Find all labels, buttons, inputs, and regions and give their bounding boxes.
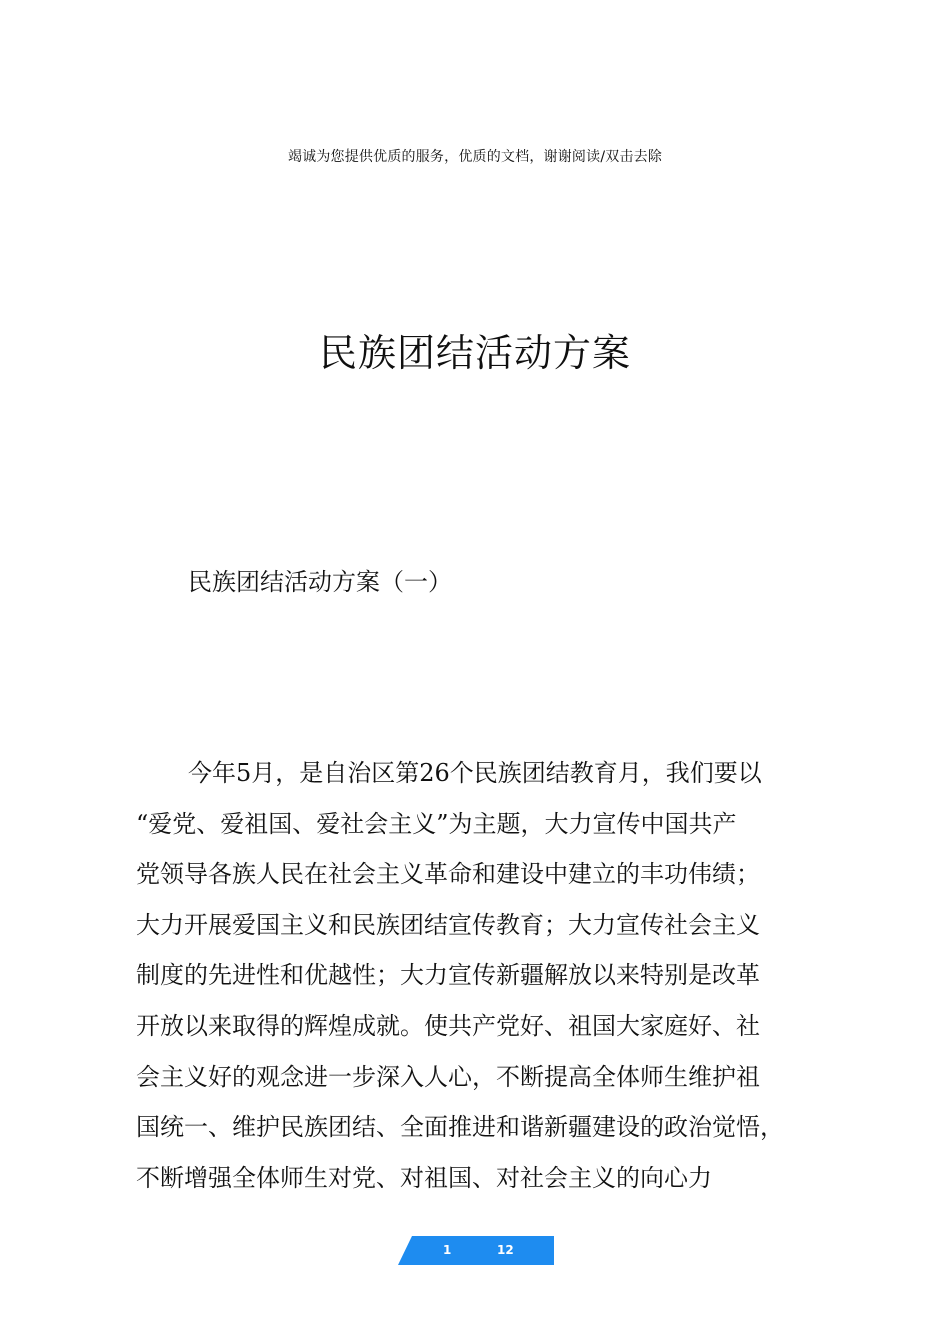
page-badge-shape — [398, 1236, 554, 1265]
page-current-number: 1 — [443, 1243, 452, 1257]
body-line: 党领导各族人民在社会主义革命和建设中建立的丰功伟绩； — [136, 860, 760, 889]
body-line: 制度的先进性和优越性；大力宣传新疆解放以来特别是改革 — [136, 961, 760, 990]
page-total-number: 12 — [497, 1243, 514, 1257]
body-line: 不断增强全体师生对党、对祖国、对社会主义的向心力 — [136, 1163, 712, 1192]
body-line: 大力开展爱国主义和民族团结宣传教育；大力宣传社会主义 — [136, 910, 760, 939]
body-line: 开放以来取得的辉煌成就。使共产党好、祖国大家庭好、社 — [136, 1011, 760, 1040]
body-line: 会主义好的观念进一步深入人心，不断提高全体师生维护祖 — [136, 1062, 760, 1091]
page-number-badge — [398, 1236, 554, 1265]
body-paragraph — [136, 748, 816, 1203]
header-note: 竭诚为您提供优质的服务，优质的文档，谢谢阅读/双击去除 — [287, 149, 663, 165]
body-line: 国统一、维护民族团结、全面推进和谐新疆建设的政治觉悟， — [136, 1113, 784, 1142]
body-line: 今年5月，是自治区第26个民族团结教育月，我们要以 — [188, 759, 762, 787]
section-heading: 民族团结活动方案（一） — [188, 568, 452, 596]
document-title: 民族团结活动方案 — [318, 331, 631, 375]
body-line: “爱党、爱祖国、爱社会主义”为主题，大力宣传中国共产 — [136, 809, 737, 838]
